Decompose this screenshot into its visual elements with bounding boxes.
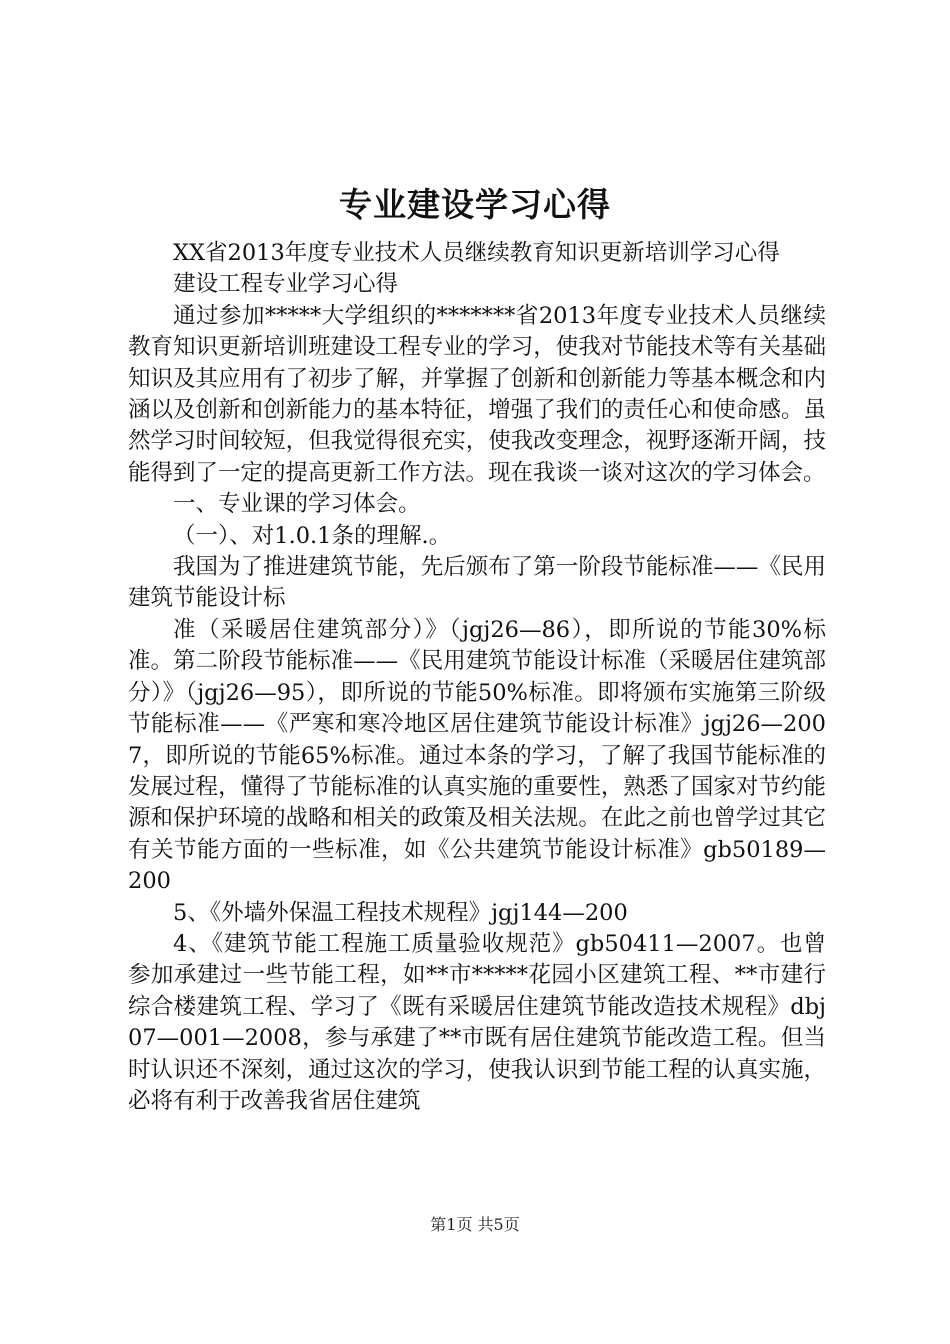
paragraph-subsection-one: （一）、对1.0.1条的理解.。: [173, 522, 452, 549]
document-body: [128, 238, 826, 1117]
paragraph-standards-body: 准（采暖居住建筑部分）》（jgj26—86），即所说的节能30%标准。第二阶段节能标准——《民用建筑节能设计标准（采暖居住建筑部分）》（jgj26—95），即所说的节能50%标准。即将颁布实施第三阶级节能标准——《严寒和寒冷地区居住建筑节能设计标准》jgj26—2007，即所说的节能65%标准。通过本条的学习，了解了我国节能标准的发展过程，懂得了节能标准的认真实施的重要性，熟悉了国家对节约能源和保护环境的战略和相关的政策及相关法规。在此之前也曾学过其它有关节能方面的一些标准，如《公共建筑节能设计标准》gb50189—200: [128, 616, 826, 895]
document-title: 专业建设学习心得: [339, 185, 611, 224]
paragraph-section-one: 一、专业课的学习体会。: [173, 491, 421, 518]
paragraph-item-four: 4、《建筑节能工程施工质量验收规范》gb50411—2007。也曾参加承建过一些节能工程，如**市*****花园小区建筑工程、**市建行综合楼建筑工程、学习了《既有采暖居住建筑节能改造技术规程》dbj07—001—2008，参与承建了**市既有居住建筑节能改造工程。但当时认识还不深刻，通过这次的学习，使我认识到节能工程的认真实施，必将有利于改善我省居住建筑: [128, 930, 826, 1114]
page-footer: 第1页 共5页: [430, 1215, 520, 1234]
paragraph-subtitle: 建设工程专业学习心得: [173, 271, 399, 298]
paragraph-intro: 通过参加*****大学组织的*******省2013年度专业技术人员继续教育知识更新培训班建设工程专业的学习，使我对节能技术等有关基础知识及其应用有了初步了解，并掌握了创新和创新能力等基本概念和内涵以及创新和创新能力的基本特征，增强了我们的责任心和使命感。虽然学习时间较短，但我觉得很充实，使我改变理念，视野逐渐开阔，技能得到了一定的提高更新工作方法。现在我谈一谈对这次的学习体会。: [128, 302, 826, 486]
paragraph-heading-line: XX省2013年度专业技术人员继续教育知识更新培训学习心得: [173, 240, 780, 266]
paragraph-standards-start: 我国为了推进建筑节能，先后颁布了第一阶段节能标准——《民用建筑节能设计标: [128, 554, 826, 612]
paragraph-item-five: 5、《外墙外保温工程技术规程》jgj144—200: [173, 899, 628, 926]
